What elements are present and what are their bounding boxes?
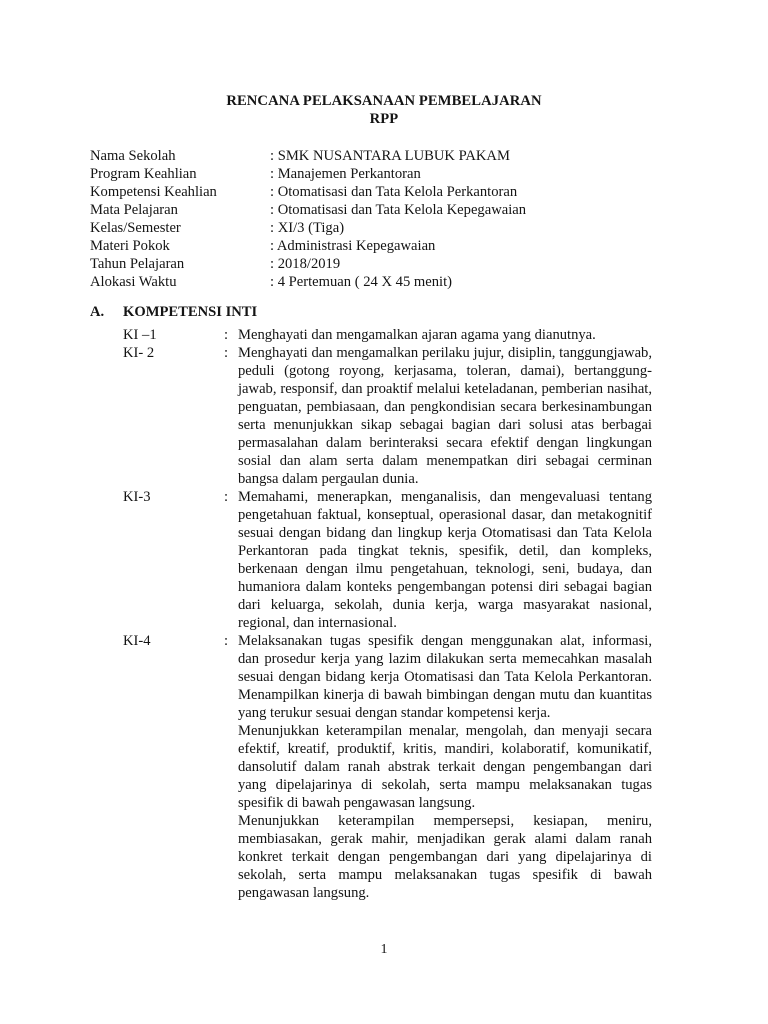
info-row-program	[90, 165, 660, 183]
section-title: KOMPETENSI INTI	[123, 304, 258, 320]
ki-item-4	[90, 632, 655, 902]
info-value: : 2018/2019	[270, 256, 341, 272]
ki-label: KI-4	[123, 633, 151, 649]
info-row-subject	[90, 201, 660, 219]
ki-paragraph: Menghayati dan mengamalkan ajaran agama yang dianutnya.	[238, 327, 596, 343]
info-label: Tahun Pelajaran	[90, 256, 185, 272]
ki-paragraph: Melaksanakan tugas spesifik dengan menggunakan alat, informasi, dan prosedur kerja yang lazim dilakukan serta memecahkan masalah sesuai dengan bidang kerja Otomatisasi dan Tata Kelola Perkantoran. Menampilkan kinerja di bawah bimbingan dengan mutu dan kuantitas yang terukur sesuai dengan standar kompetensi kerja.	[238, 633, 652, 721]
ki-colon: :	[224, 327, 229, 343]
ki-body	[238, 488, 652, 632]
ki-label: KI –1	[123, 327, 157, 343]
info-value: : Otomatisasi dan Tata Kelola Perkantoran	[270, 184, 518, 200]
info-value: : XI/3 (Tiga)	[270, 220, 345, 236]
document-subtitle: RPP	[369, 111, 399, 127]
info-value: : 4 Pertemuan ( 24 X 45 menit)	[270, 274, 452, 290]
ki-label: KI-3	[123, 489, 151, 505]
info-value: : Manajemen Perkantoran	[270, 166, 421, 182]
page-number: 1	[380, 942, 388, 957]
ki-list	[90, 326, 655, 902]
info-label: Program Keahlian	[90, 166, 197, 182]
info-label: Alokasi Waktu	[90, 274, 177, 290]
ki-item-2	[90, 344, 655, 488]
info-value: : Administrasi Kepegawaian	[270, 238, 436, 254]
ki-colon: :	[224, 489, 229, 505]
ki-colon: :	[224, 633, 229, 649]
info-label: Materi Pokok	[90, 238, 170, 254]
ki-item-3	[90, 488, 655, 632]
info-row-class	[90, 219, 660, 237]
ki-label: KI- 2	[123, 345, 155, 361]
document-title: RENCANA PELAKSANAAN PEMBELAJARAN	[226, 93, 542, 109]
section-letter: A.	[90, 304, 105, 320]
info-label: Kompetensi Keahlian	[90, 184, 217, 200]
ki-paragraph: Menunjukkan keterampilan menalar, mengolah, dan menyaji secara efektif, kreatif, produktif, kritis, mandiri, kolaboratif, komunikatif, dansolutif dalam ranah abstrak terkait dengan pengembangan dari yang dipelajarinya di sekolah, serta mampu melaksanakan tugas spesifik di bawah pengawasan langsung.	[238, 723, 652, 811]
section-kompetensi-inti	[90, 302, 655, 902]
info-label: Kelas/Semester	[90, 220, 181, 236]
ki-body	[238, 326, 652, 344]
info-value: : Otomatisasi dan Tata Kelola Kepegawaian	[270, 202, 527, 218]
ki-body	[238, 344, 652, 488]
info-row-competency	[90, 183, 660, 201]
info-label: Mata Pelajaran	[90, 202, 178, 218]
ki-paragraph: Menunjukkan keterampilan mempersepsi, kesiapan, meniru, membiasakan, gerak mahir, menjadikan gerak alami dalam ranah konkret terkait dengan pengembangan dari yang dipelajarinya di sekolah, serta mampu melaksanakan tugas spesifik di bawah pengawasan langsung.	[238, 813, 652, 901]
info-row-topic	[90, 237, 660, 255]
ki-colon: :	[224, 345, 229, 361]
info-row-time	[90, 273, 660, 291]
info-label: Nama Sekolah	[90, 148, 176, 164]
info-row-school	[90, 147, 660, 165]
ki-body	[238, 632, 652, 902]
info-row-year	[90, 255, 660, 273]
info-value: : SMK NUSANTARA LUBUK PAKAM	[270, 148, 510, 164]
ki-paragraph: Menghayati dan mengamalkan perilaku jujur, disiplin, tanggungjawab, peduli (gotong royong, kerjasama, toleran, damai), bertanggung-jawab, responsif, dan proaktif melalui keteladanan, pemberian nasihat, penguatan, pembiasaan, dan pengkondisian secara berkesinambungan serta menunjukkan sikap sebagai bagian dari solusi atas berbagai permasalahan dalam berinteraksi secara efektif dengan lingkungan sosial dan alam serta dalam menempatkan diri sebagai cerminan bangsa dalam pergaulan dunia.	[238, 345, 652, 487]
section-heading	[90, 302, 655, 322]
document-title-block	[0, 92, 768, 128]
ki-paragraph: Memahami, menerapkan, menganalisis, dan mengevaluasi tentang pengetahuan faktual, konseptual, operasional dasar, dan metakognitif sesuai dengan bidang dan lingkup kerja Otomatisasi dan Tata Kelola Perkantoran pada tingkat teknis, spesifik, detil, dan kompleks, berkenaan dengan ilmu pengetahuan, teknologi, seni, budaya, dan humaniora dalam konteks pengembangan potensi diri sebagai bagian dari keluarga, sekolah, dunia kerja, warga masyarakat nasional, regional, dan internasional.	[238, 489, 652, 631]
identity-table	[90, 147, 660, 291]
ki-item-1	[90, 326, 655, 344]
